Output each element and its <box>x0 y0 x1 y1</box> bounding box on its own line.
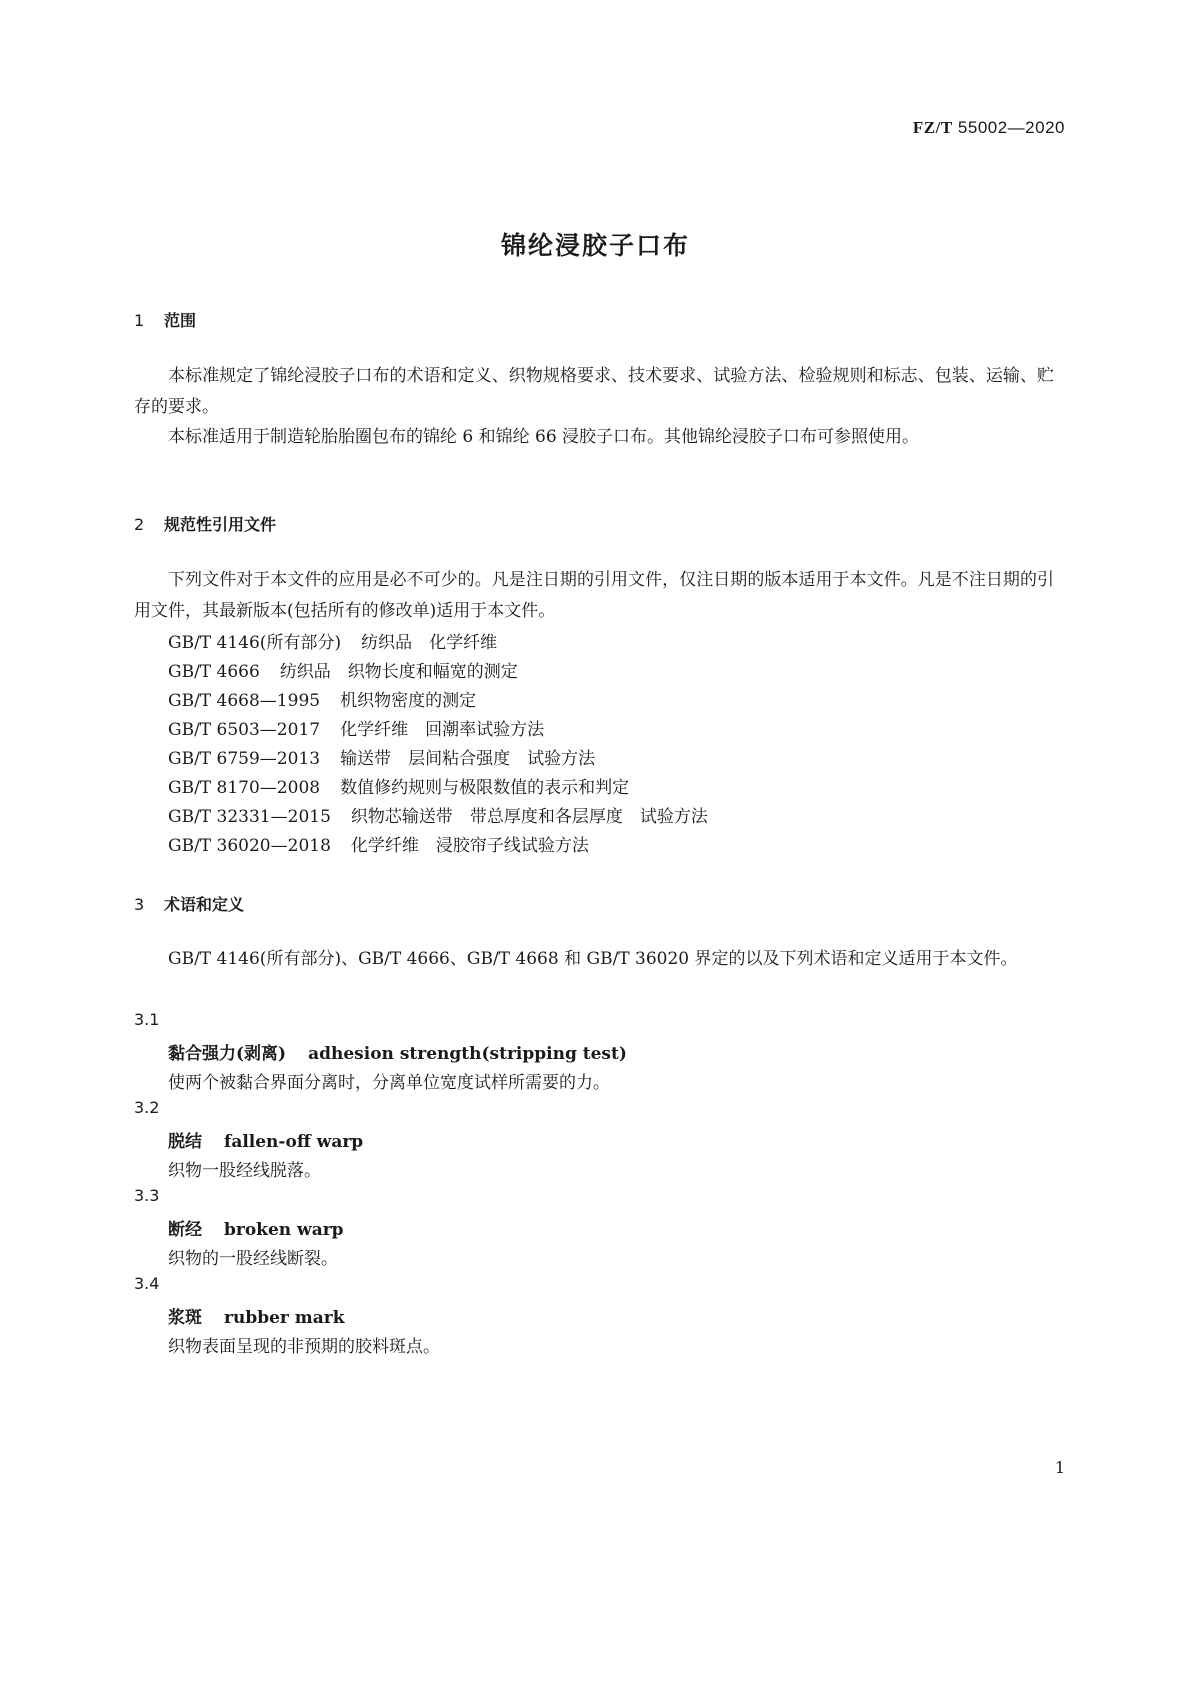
term-name: 断经 broken warp <box>168 1220 344 1240</box>
section-3-paragraph-1: GB/T 4146(所有部分)、GB/T 4666、GB/T 4668 和 GB/T 36020 界定的以及下列术语和定义适用于本文件。 <box>168 949 1018 969</box>
reference-item: GB/T 36020—2018 化学纤维 浸胶帘子线试验方法 <box>168 836 589 856</box>
section-1-paragraph-1: 本标准规定了锦纶浸胶子口布的术语和定义、织物规格要求、技术要求、试验方法、检验规则和标志、包装、运输、贮存的要求。 <box>134 366 1054 417</box>
term-definition: 织物一股经线脱落。 <box>168 1161 321 1181</box>
reference-item: GB/T 6503—2017 化学纤维 回潮率试验方法 <box>168 720 545 740</box>
reference-item: GB/T 8170—2008 数值修约规则与极限数值的表示和判定 <box>168 778 630 798</box>
document-title: 锦纶浸胶子口布 <box>500 231 690 260</box>
section-3-heading <box>134 892 244 915</box>
section-number: 3 <box>134 895 145 914</box>
term-name: 浆斑 rubber mark <box>168 1308 345 1328</box>
term-definition: 织物的一股经线断裂。 <box>168 1249 338 1269</box>
term-definition: 织物表面呈现的非预期的胶料斑点。 <box>168 1337 440 1357</box>
reference-item: GB/T 32331—2015 织物芯输送带 带总厚度和各层厚度 试验方法 <box>168 807 708 827</box>
term-number: 3.4 <box>134 1274 160 1293</box>
section-1-heading <box>134 308 196 331</box>
term-number: 3.3 <box>134 1186 160 1205</box>
section-title: 范围 <box>164 311 197 330</box>
section-title: 术语和定义 <box>164 895 245 914</box>
standard-number <box>913 118 1065 138</box>
term-name: 黏合强力(剥离) adhesion strength(stripping test) <box>168 1044 627 1064</box>
reference-item: GB/T 6759—2013 输送带 层间粘合强度 试验方法 <box>168 749 596 769</box>
term-number: 3.1 <box>134 1010 160 1029</box>
section-number: 2 <box>134 515 145 534</box>
section-title: 规范性引用文件 <box>164 515 277 534</box>
term-definition: 使两个被黏合界面分离时，分离单位宽度试样所需要的力。 <box>168 1073 610 1093</box>
page-number: 1 <box>1054 1458 1065 1477</box>
section-2-heading <box>134 512 276 535</box>
term-name: 脱结 fallen-off warp <box>168 1132 364 1152</box>
reference-item: GB/T 4668—1995 机织物密度的测定 <box>168 691 477 711</box>
standard-prefix: FZ/T <box>912 118 953 137</box>
term-number: 3.2 <box>134 1098 160 1117</box>
reference-item: GB/T 4146(所有部分) 纺织品 化学纤维 <box>168 633 498 653</box>
section-1-paragraph-2: 本标准适用于制造轮胎胎圈包布的锦纶 6 和锦纶 66 浸胶子口布。其他锦纶浸胶子口布可参照使用。 <box>168 427 920 447</box>
section-2-paragraph-1: 下列文件对于本文件的应用是必不可少的。凡是注日期的引用文件，仅注日期的版本适用于本文件。凡是不注日期的引用文件，其最新版本(包括所有的修改单)适用于本文件。 <box>134 570 1054 621</box>
standard-code: 55002—2020 <box>957 118 1065 137</box>
section-number: 1 <box>134 311 145 330</box>
reference-item: GB/T 4666 纺织品 织物长度和幅宽的测定 <box>168 662 518 682</box>
